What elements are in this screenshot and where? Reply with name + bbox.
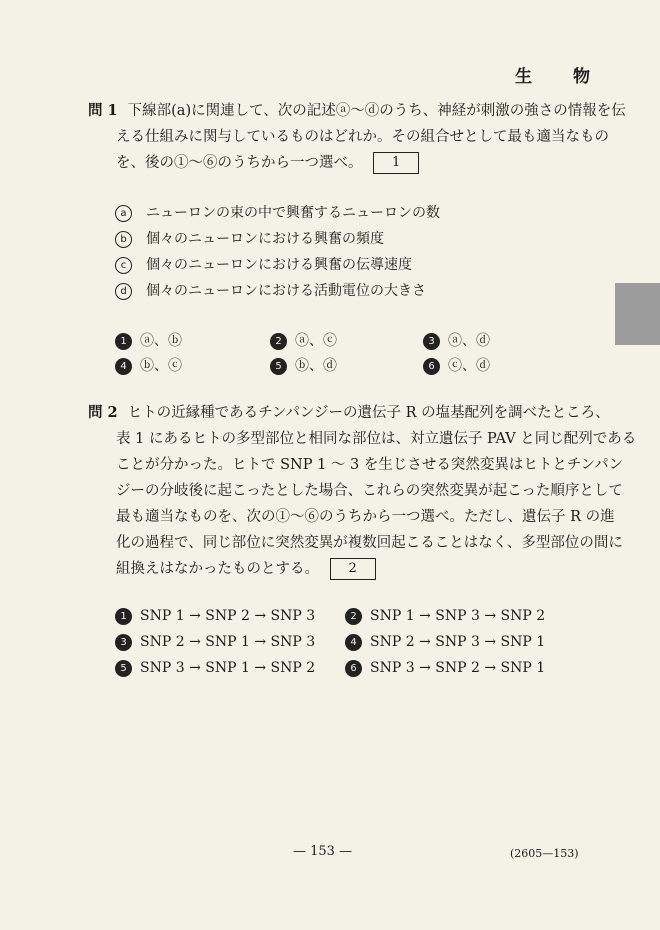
q1-choice-4[interactable]: 4 ⓑ、ⓒ	[115, 355, 182, 375]
statement-d: d 個々のニューロンにおける活動電位の大きさ	[115, 278, 440, 304]
q1-line-3: を、後の①〜⑥のうちから一つ選べ。 1	[88, 150, 558, 176]
q2-choice-6[interactable]: 6 SNP 3 → SNP 2 → SNP 1	[345, 660, 545, 677]
q2-line-7: 組換えはなかったものとする。 2	[88, 556, 568, 582]
answer-box-1[interactable]: 1	[373, 152, 419, 174]
circled-letter-d: d	[115, 283, 132, 300]
q1-choice-6[interactable]: 6 ⓒ、ⓓ	[423, 355, 490, 375]
q1-choice-3[interactable]: 3 ⓐ、ⓓ	[423, 330, 490, 350]
statement-a: a ニューロンの束の中で興奮するニューロンの数	[115, 200, 440, 226]
statement-b: b 個々のニューロンにおける興奮の頻度	[115, 226, 440, 252]
q2-line-1: 問 2 ヒトの近縁種であるチンパンジーの遺伝子 R の塩基配列を調べたところ、	[88, 404, 610, 421]
q1-label: 問 1	[88, 102, 118, 119]
question-2	[88, 400, 637, 582]
page-number: — 153 —	[293, 844, 353, 859]
circled-letter-b: b	[115, 231, 132, 248]
q2-line-5: 最も適当なものを、次の①〜⑥のうちから一つ選べ。ただし、遺伝子 R の進	[116, 509, 615, 525]
q2-choice-2[interactable]: 2 SNP 1 → SNP 3 → SNP 2	[345, 608, 545, 625]
statement-c: c 個々のニューロンにおける興奮の伝導速度	[115, 252, 440, 278]
side-tab-marker	[615, 283, 660, 345]
question-1	[88, 98, 626, 176]
circled-letter-a: a	[115, 205, 132, 222]
q1-line-2: える仕組みに関与しているものはどれか。その組合せとして最も適当なもの	[116, 129, 609, 145]
q2-choice-4[interactable]: 4 SNP 2 → SNP 3 → SNP 1	[345, 634, 545, 651]
q2-choice-5[interactable]: 5 SNP 3 → SNP 1 → SNP 2	[115, 660, 315, 677]
q2-line-2: 表 1 にあるヒトの多型部位と相同な部位は、対立遺伝子 PAV と同じ配列である	[116, 431, 637, 447]
q1-line-1: 問 1 下線部(a)に関連して、次の記述ⓐ〜ⓓのうち、神経が刺激の強さの情報を伝	[88, 102, 626, 119]
exam-code: (2605—153)	[510, 847, 579, 860]
q1-choice-5[interactable]: 5 ⓑ、ⓓ	[270, 355, 337, 375]
q2-label: 問 2	[88, 404, 118, 421]
q2-line-6: 化の過程で、同じ部位に突然変異が複数回起こることはなく、多型部位の間に	[116, 535, 623, 551]
q2-choice-3[interactable]: 3 SNP 2 → SNP 1 → SNP 3	[115, 634, 315, 651]
circled-letter-c: c	[115, 257, 132, 274]
q1-statements	[115, 200, 440, 304]
q2-line-3: ことが分かった。ヒトで SNP 1 〜 3 を生じさせる突然変異はヒトとチンパン	[116, 457, 624, 473]
q2-choice-1[interactable]: 1 SNP 1 → SNP 2 → SNP 3	[115, 608, 315, 625]
q1-choice-2[interactable]: 2 ⓐ、ⓒ	[270, 330, 337, 350]
q1-choice-1[interactable]: 1 ⓐ、ⓑ	[115, 330, 182, 350]
subject-title: 生 物	[515, 67, 602, 87]
answer-box-2[interactable]: 2	[330, 558, 376, 580]
q2-line-4: ジーの分岐後に起こったとした場合、これらの突然変異が起こった順序として	[116, 483, 623, 499]
